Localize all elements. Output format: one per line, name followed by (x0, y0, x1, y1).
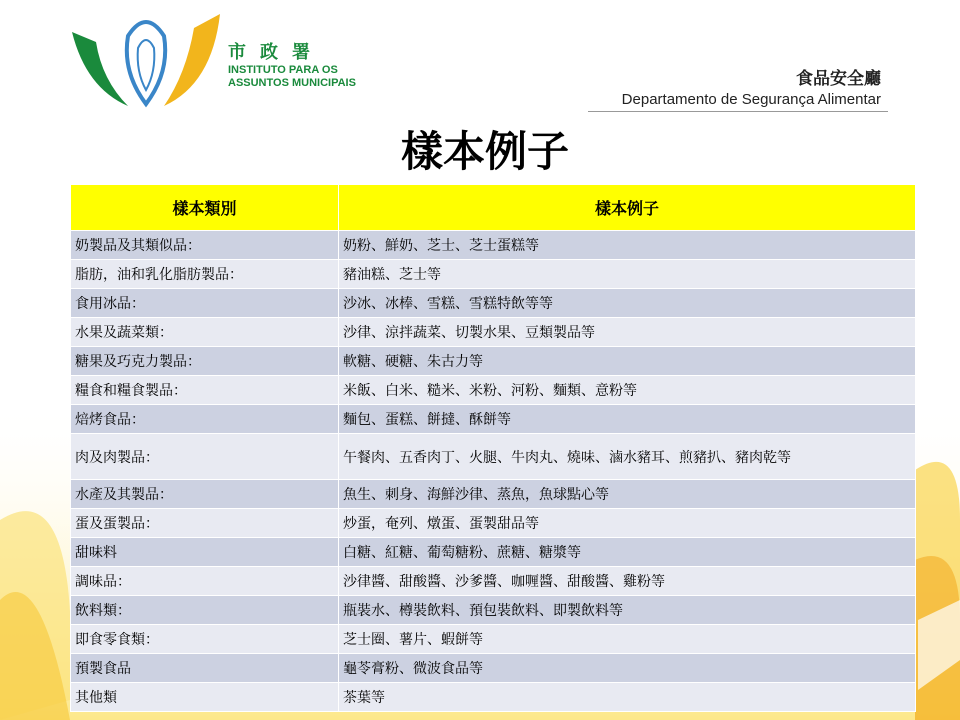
table-row (71, 434, 916, 480)
examples-cell: 芝士圈、薯片、蝦餅等 (339, 625, 916, 654)
category-cell: 脂肪，油和乳化脂肪製品： (71, 260, 339, 289)
category-cell: 焙烤食品： (71, 405, 339, 434)
examples-cell: 午餐肉、五香肉丁、火腿、牛肉丸、燒味、滷水豬耳、煎豬扒、豬肉乾等 (339, 434, 916, 480)
category-cell: 水果及蔬菜類： (71, 318, 339, 347)
table-row (71, 347, 916, 376)
table-row (71, 480, 916, 509)
examples-cell: 沙律醬、甜酸醬、沙爹醬、咖喱醬、甜酸醬、雞粉等 (339, 567, 916, 596)
examples-cell: 白糖、紅糖、葡萄糖粉、蔗糖、糖漿等 (339, 538, 916, 567)
page-title: 樣本例子 (400, 127, 569, 176)
department-name (622, 68, 881, 110)
category-cell: 其他類 (71, 683, 339, 712)
category-cell: 飲料類： (71, 596, 339, 625)
table-row (71, 538, 916, 567)
table-row (71, 376, 916, 405)
category-cell: 奶製品及其類似品： (71, 231, 339, 260)
table-row (71, 289, 916, 318)
examples-cell: 炒蛋，奄列、燉蛋、蛋製甜品等 (339, 509, 916, 538)
category-cell: 水產及其製品： (71, 480, 339, 509)
table-row (71, 231, 916, 260)
examples-cell: 茶葉等 (339, 683, 916, 712)
sample-table (70, 184, 916, 712)
examples-cell: 麵包、蛋糕、餅撻、酥餅等 (339, 405, 916, 434)
table-row (71, 567, 916, 596)
category-cell: 食用冰品： (71, 289, 339, 318)
table-row (71, 625, 916, 654)
category-cell: 糖果及巧克力製品： (71, 347, 339, 376)
org-name-zh: 市政署 (228, 42, 324, 63)
examples-cell: 龜苓膏粉、微波食品等 (339, 654, 916, 683)
table-header-row (71, 185, 916, 231)
table-row (71, 596, 916, 625)
table-row (71, 509, 916, 538)
examples-cell: 瓶裝水、樽裝飲料、預包裝飲料、即製飲料等 (339, 596, 916, 625)
examples-cell: 軟糖、硬糖、朱古力等 (339, 347, 916, 376)
header-divider (588, 111, 888, 112)
table-row (71, 683, 916, 712)
category-cell: 甜味料 (71, 538, 339, 567)
examples-cell: 沙冰、冰棒、雪糕、雪糕特飲等等 (339, 289, 916, 318)
table-row (71, 260, 916, 289)
municipal-institute-logo (66, 8, 226, 112)
department-name-zh: 食品安全廳 (796, 69, 881, 89)
department-name-pt: Departamento de Segurança Alimentar (621, 91, 881, 108)
org-name-pt-line2: ASSUNTOS MUNICIPAIS (228, 77, 356, 89)
examples-cell: 奶粉、鮮奶、芝士、芝士蛋糕等 (339, 231, 916, 260)
table-body (71, 231, 916, 712)
category-cell: 即食零食類： (71, 625, 339, 654)
table-row (71, 654, 916, 683)
column-header-category: 樣本類別 (71, 185, 339, 231)
category-cell: 肉及肉製品： (71, 434, 339, 480)
examples-cell: 魚生、刺身、海鮮沙律、蒸魚，魚球點心等 (339, 480, 916, 509)
category-cell: 蛋及蛋製品： (71, 509, 339, 538)
examples-cell: 米飯、白米、糙米、米粉、河粉、麵類、意粉等 (339, 376, 916, 405)
category-cell: 調味品： (71, 567, 339, 596)
examples-cell: 豬油糕、芝士等 (339, 260, 916, 289)
examples-cell: 沙律、涼拌蔬菜、切製水果、豆類製品等 (339, 318, 916, 347)
table-row (71, 318, 916, 347)
org-name (228, 42, 356, 90)
category-cell: 糧食和糧食製品： (71, 376, 339, 405)
table-row (71, 405, 916, 434)
category-cell: 預製食品 (71, 654, 339, 683)
org-name-pt-line1: INSTITUTO PARA OS (228, 64, 338, 76)
column-header-examples: 樣本例子 (339, 185, 916, 231)
